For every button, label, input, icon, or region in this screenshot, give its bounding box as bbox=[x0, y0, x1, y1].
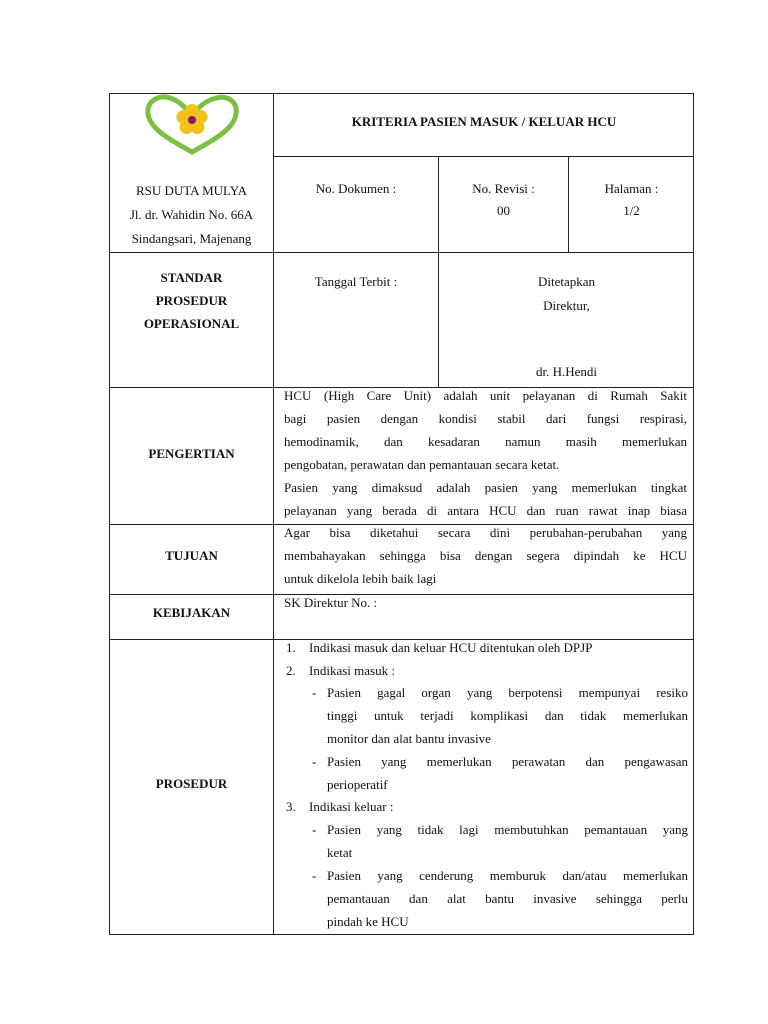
hospital-address-line2: Sindangsari, Majenang bbox=[131, 231, 252, 246]
sub-item-line: pindah ke HCU bbox=[327, 914, 409, 929]
sub-item-line: pemantauan dan alat bantu invasive sehingga perlu bbox=[327, 891, 688, 906]
prosedur-label: PROSEDUR bbox=[155, 776, 228, 791]
sub-item-line: Pasien gagal organ yang berpotensi mempunyai resiko bbox=[327, 685, 688, 700]
sub-item-line: tinggi untuk terjadi komplikasi dan tidak memerlukan bbox=[327, 708, 688, 723]
tujuan-label: TUJUAN bbox=[165, 548, 218, 563]
paragraph-line: HCU (High Care Unit) adalah unit pelayanan di Rumah Sakit bbox=[284, 388, 687, 403]
list-dash: - bbox=[312, 868, 317, 883]
document-title: KRITERIA PASIEN MASUK / KELUAR HCU bbox=[351, 114, 617, 129]
sop-title-line3: OPERASIONAL bbox=[143, 316, 240, 331]
sub-item-line: Pasien yang memerlukan perawatan dan pengawasan bbox=[327, 754, 688, 769]
sub-item-line: Pasien yang tidak lagi membutuhkan pemantauan yang bbox=[327, 822, 688, 837]
list-item: Indikasi masuk : bbox=[309, 663, 395, 678]
director-label: Direktur, bbox=[543, 298, 590, 313]
list-item: Indikasi masuk dan keluar HCU ditentukan oleh DPJP bbox=[309, 640, 593, 655]
director-name: dr. H.Hendi bbox=[535, 364, 598, 379]
sub-item-line: ketat bbox=[327, 845, 353, 860]
row-divider bbox=[273, 156, 694, 157]
document-number-label: No. Dokumen : bbox=[315, 181, 397, 196]
page-value: 1/2 bbox=[623, 203, 640, 218]
list-dash: - bbox=[312, 685, 317, 700]
approved-label: Ditetapkan bbox=[537, 274, 596, 289]
paragraph-line: Agar bisa diketahui secara dini perubahan-perubahan yang bbox=[284, 525, 687, 540]
hospital-logo bbox=[144, 94, 240, 156]
paragraph-line: untuk dikelola lebih baik lagi bbox=[284, 571, 437, 586]
page-label: Halaman : bbox=[604, 181, 659, 196]
issue-date-label: Tanggal Terbit : bbox=[314, 274, 398, 289]
paragraph-line: pengobatan, perawatan dan pemantauan secara ketat. bbox=[284, 457, 560, 472]
paragraph-line: hemodinamik, dan kesadaran namun masih memerlukan bbox=[284, 434, 687, 449]
sub-item-line: Pasien yang cenderung memburuk dan/atau memerlukan bbox=[327, 868, 688, 883]
list-item: Indikasi keluar : bbox=[309, 799, 394, 814]
sop-title-line1: STANDAR bbox=[160, 270, 223, 285]
revision-value: 00 bbox=[497, 203, 510, 218]
pengertian-label: PENGERTIAN bbox=[148, 446, 235, 461]
list-dash: - bbox=[312, 822, 317, 837]
paragraph-line: Pasien yang dimaksud adalah pasien yang memerlukan tingkat bbox=[284, 480, 687, 495]
paragraph-line: membahayakan sehingga bisa dengan segera dipindah ke HCU bbox=[284, 548, 687, 563]
sub-item-line: perioperatif bbox=[327, 777, 388, 792]
kebijakan-label: KEBIJAKAN bbox=[152, 605, 231, 620]
hospital-address-line1: Jl. dr. Wahidin No. 66A bbox=[129, 207, 254, 222]
kebijakan-text: SK Direktur No. : bbox=[284, 595, 378, 610]
list-number: 1. bbox=[286, 640, 296, 655]
list-number: 3. bbox=[286, 799, 296, 814]
row-divider bbox=[109, 252, 694, 253]
list-number: 2. bbox=[286, 663, 296, 678]
sub-item-line: monitor dan alat bantu invasive bbox=[327, 731, 491, 746]
column-divider bbox=[273, 93, 274, 935]
list-dash: - bbox=[312, 754, 317, 769]
revision-label: No. Revisi : bbox=[472, 181, 535, 196]
hospital-name: RSU DUTA MULYA bbox=[135, 183, 248, 198]
paragraph-line: bagi pasien dengan kondisi stabil dari fungsi respirasi, bbox=[284, 411, 687, 426]
sop-title-line2: PROSEDUR bbox=[155, 293, 228, 308]
paragraph-line: pelayanan yang berada di antara HCU dan ruan rawat inap biasa bbox=[284, 503, 687, 518]
